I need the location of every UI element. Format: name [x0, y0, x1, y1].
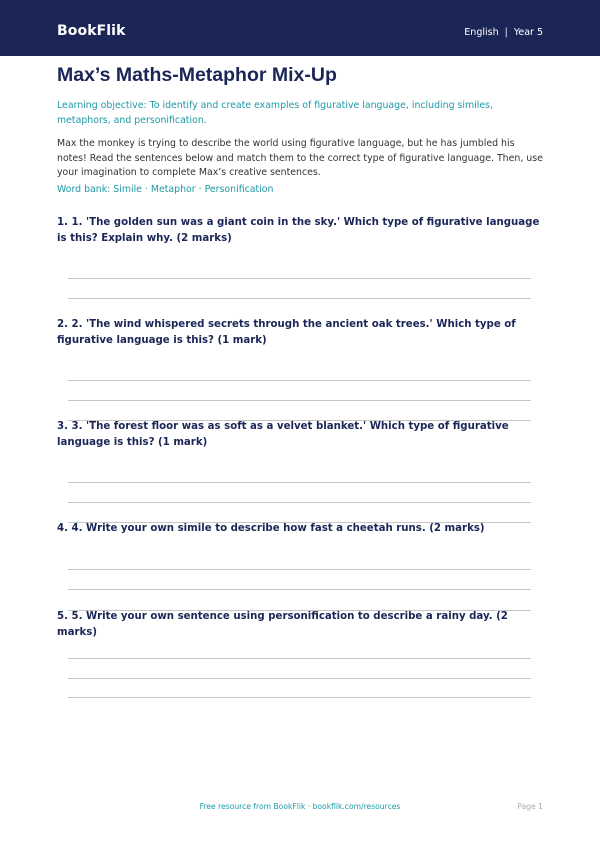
page-number: Page 1	[517, 802, 543, 811]
question-text: 4. 4. Write your own simile to describe how fast a cheetah runs. (2 marks)	[57, 523, 485, 534]
question-3	[57, 419, 543, 450]
header-meta	[464, 27, 543, 38]
answer-line[interactable]	[68, 380, 531, 381]
footer-credit[interactable]: Free resource from BookFlik · bookflik.com/resources	[199, 802, 401, 811]
answer-line[interactable]	[68, 658, 531, 659]
answer-line[interactable]	[68, 678, 531, 679]
answer-line[interactable]	[68, 589, 531, 590]
question-5	[57, 609, 543, 640]
answer-line[interactable]	[68, 400, 531, 401]
page-title: Max’s Maths-Metaphor Mix-Up	[57, 64, 337, 86]
question-4	[57, 521, 543, 537]
answer-line[interactable]	[68, 569, 531, 570]
question-text: 2. 2. 'The wind whispered secrets through the ancient oak trees.' Which type of figurative language is this? (1 mark)	[57, 319, 516, 346]
meta-separator: |	[504, 27, 508, 38]
question-2	[57, 317, 543, 348]
intro-paragraph: Max the monkey is trying to describe the world using figurative language, but he has jumbled his notes! Read the sentences below and match them to the correct type of figurative language. Then, use your imagination to complete Max’s creative sentences.	[57, 138, 543, 178]
learning-objective: Learning objective: To identify and create examples of figurative language, including similes, metaphors, and personification.	[57, 100, 493, 126]
subject-label: English	[464, 27, 499, 38]
question-1	[57, 215, 543, 246]
answer-line[interactable]	[68, 482, 531, 483]
answer-line[interactable]	[68, 502, 531, 503]
question-text: 3. 3. 'The forest floor was as soft as a velvet blanket.' Which type of figurative language is this? (1 mark)	[57, 421, 509, 448]
word-bank: Word bank: Simile · Metaphor · Personification	[57, 184, 274, 195]
answer-line[interactable]	[68, 278, 531, 279]
question-text: 5. 5. Write your own sentence using personification to describe a rainy day. (2 marks)	[57, 611, 508, 638]
question-text: 1. 1. 'The golden sun was a giant coin in the sky.' Which type of figurative language is this? Explain why. (2 marks)	[57, 217, 540, 244]
answer-line[interactable]	[68, 298, 531, 299]
year-label: Year 5	[513, 27, 543, 38]
answer-line[interactable]	[68, 697, 531, 698]
brand-logo-text: BookFlik	[57, 23, 126, 39]
header-bar	[0, 0, 600, 56]
